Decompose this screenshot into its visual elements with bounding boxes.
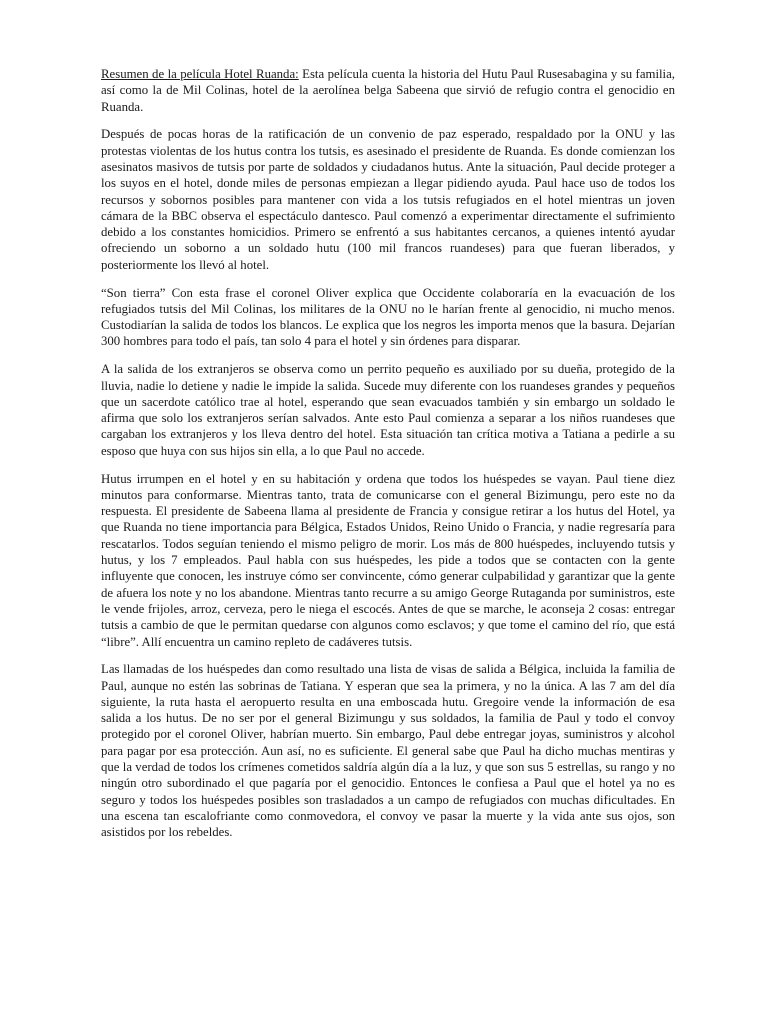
document-page (101, 66, 675, 852)
paragraph-5: Las llamadas de los huéspedes dan como resultado una lista de visas de salida a Bélgica, incluida la familia de Paul, aunque no estén las sobrinas de Tatiana. Y esperan que sea la primera, y no la única. A las 7 am del día siguiente, la ruta hasta el aeropuerto resulta en una emboscada hutu. Gregoire vende la información de esa salida a los hutus. De no ser por el general Bizimungu y sus soldados, la familia de Paul y todo el convoy protegido por el coronel Oliver, habrían muerto. Sin embargo, Paul debe entregar joyas, suministros y alcohol para pagar por esa protección. Aun así, no es suficiente. El general sabe que Paul ha dicho muchas mentiras y que la verdad de todos los crímenes cometidos saldría algún día a la luz, y que son sus 5 estrellas, su rango y no ningún otro subordinado el que pagaría por el genocidio. Entonces le confiesa a Paul que el hotel ya no es seguro y todos los huéspedes posibles son trasladados a un campo de refugiados con muchas dificultades. En una escena tan escalofriante como conmovedora, el convoy ve pasar la muerte y la vida ante sus ojos, son asistidos por los rebeldes. (101, 662, 675, 840)
paragraph-2: “Son tierra” Con esta frase el coronel Oliver explica que Occidente colaboraría en la evacuación de los refugiados tutsis del Mil Colinas, los militares de la ONU no le harían frente al genocidio, ni mucho menos. Custodiarían la salida de todos los blancos. Le explica que los negros les importa menos que la basura. Dejarían 300 hombres para todo el país, tan solo 4 para el hotel y sin órdenes para disparar. (101, 285, 675, 349)
document-heading: Resumen de la película Hotel Ruanda: (101, 67, 299, 81)
paragraph-4: Hutus irrumpen en el hotel y en su habitación y ordena que todos los huéspedes se vayan. Paul tiene diez minutos para conformarse. Mientras tanto, trata de comunicarse con el general Bizimungu, pero este no da respuesta. El presidente de Sabeena llama al presidente de Francia y consigue retirar a los hutus del Hotel, ya que Ruanda no tiene importancia para Bélgica, Estados Unidos, Reino Unido o Francia, y nadie regresaría para rescatarlos. Todos seguían teniendo el mismo peligro de morir. Los más de 800 huéspedes, incluyendo tutsis y hutus, y los 7 empleados. Paul habla con sus huéspedes, les pide a todos que se contacten con la gente influyente que conocen, les instruye cómo ser convincente, cómo generar culpabilidad y garantizar que la gente de afuera los note y no los abandone. Mientras tanto recurre a su amigo George Rutaganda por suministros, este le vende frijoles, arroz, cerveza, pero le niega el escocés. Antes de que se marche, le aconseja 2 cosas: entregar tutsis a cambio de que le permitan quedarse con algunos como esclavos; y que tome el camino del río, que está “libre”. Allí encuentra un camino repleto de cadáveres tutsis. (101, 471, 675, 649)
paragraph-3: A la salida de los extranjeros se observa como un perrito pequeño es auxiliado por su dueña, protegido de la lluvia, nadie lo detiene y nadie le impide la salida. Sucede muy diferente con los ruandeses grandes y pequeños que un sacerdote católico trae al hotel, esperando que sean evacuados también y sin embargo un soldado le afirma que solo los extranjeros serían salvados. Ante esto Paul comienza a separar a los niños ruandeses que cargaban los extranjeros y los lleva dentro del hotel. Esta situación tan crítica motiva a Tatiana a pedirle a su esposo que huya con sus hijos sin ella, a lo que Paul no accede. (101, 362, 675, 458)
paragraph-1: Después de pocas horas de la ratificación de un convenio de paz esperado, respaldado por la ONU y las protestas violentas de los hutus contra los tutsis, es asesinado el presidente de Ruanda. Es donde comienzan los asesinatos masivos de tutsis por parte de soldados y ciudadanos hutus. Ante la situación, Paul decide proteger a los suyos en el hotel, donde miles de personas empiezan a llegar pidiendo ayuda. Paul hace uso de todos los recursos y sobornos posibles para mantener con vida a los tutsis refugiados en el hotel mientras un joven cámara de la BBC observa el espectáculo dantesco. Paul comenzó a experimentar directamente el sufrimiento debido a los constantes homicidios. Primero se enfrentó a sus habitantes cercanos, a quienes intentó ayudar ofreciendo un soborno a un soldado hutu (100 mil francos ruandeses) para que fueran liberados, y posteriormente los llevó al hotel. (101, 127, 675, 272)
intro-paragraph (101, 66, 675, 115)
intro-text: Esta película cuenta la historia del Hutu Paul Rusesabagina y su familia, así como la de Mil Colinas, hotel de la aerolínea belga Sabeena que sirvió de refugio contra el genocidio en Ruanda. (101, 67, 675, 114)
